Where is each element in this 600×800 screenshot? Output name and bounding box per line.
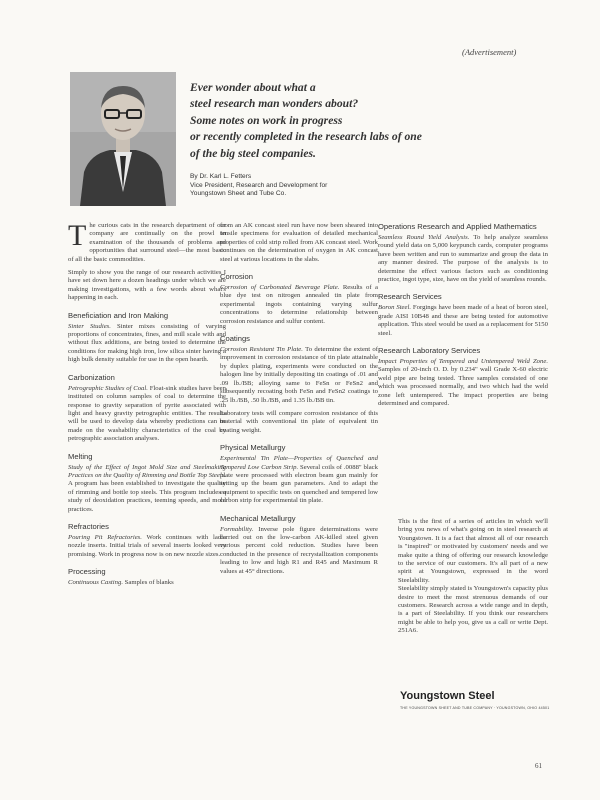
- logo-tagline: THE YOUNGSTOWN SHEET AND TUBE COMPANY · YOUNGSTOWN, OHIO 44501: [400, 706, 550, 710]
- intro-paragraph-2: Simply to show you the range of our research activities I have set down here a dozen headings under which we are making investigations, with a few words about what's happening in each.: [68, 269, 226, 302]
- section-heading: Beneficiation and Iron Making: [68, 310, 169, 320]
- section-body: Continuous Casting. Samples of blanks: [68, 579, 174, 587]
- intro-paragraph-1: The curious cats in the research department of our company are continually on the prowl in examination of the thousands of problems and opportunities that surround steel—the most basic of all the basic commodities.: [68, 219, 226, 263]
- drop-cap: T: [68, 219, 87, 252]
- closing-paragraph-2: Steelability simply stated is Youngstown's capacity plus desire to meet the most strenuous demands of our customers. Research across a wide range and in depth, is a part of Steelability. If you think our researchers might be able to help you, give us a call or write Dept. 251A6.: [398, 585, 548, 635]
- section-body: Experimental Tin Plate—Properties of Quenched and Tempered Low Carbon Strip. Several coils of .0088" black plate were processed with electron beam gun mainly for setting up the beam gun parameters. And to adapt the equipment to specific tests on quenched and tempered low carbon strip for experimental tin plate.: [220, 455, 378, 505]
- section-body: Petrographic Studies of Coal. Float-sink studies have been instituted on column samples of coal to determine the response to gravity separation of pyrite associated with light and heavy gravity petrographic entities. The results will be used to develop data whereby predictions can be made on the washability characteristics of the coal by petrographic association analyses.: [68, 384, 226, 443]
- section-body: Formability. Inverse pole figure determinations were carried out on the low-carbon AK-killed steel given various percent cold reduction. Studies have been conducted in the presence of recrystallization components leading to low and high R1 and R45 and Maximum R values at 45° directions.: [220, 525, 378, 575]
- section-body: Corrosion of Carbonated Beverage Plate. Results of a blue dye test on nitrogen annealed tin plate from experimental ingots containing varying sulfur concentrations to determine relationship between corrosion resistance and sulfur content.: [220, 284, 378, 325]
- section-heading: Research Services: [378, 292, 442, 302]
- section-body: Sinter Studies. Sinter mixes consisting of varying proportions of concentrates, fines, and mill scale with and without flux additions, are being tested to determine the conditions for making high iron, low silica sinter having a high bulk density suitable for use in the open hearth.: [68, 322, 226, 364]
- column-2: [220, 222, 378, 581]
- section-body: Corrosion Resistant Tin Plate. To determine the extent of improvement in corrosion resistance of tin plate attainable by duplex plating, experiments were conducted on the halogen line by initially depositing tin coatings of .01 and .09 lb./BB; alloying same to FeSn or FeSn2 and subsequently recoating both FeSn and FeSn2 coatings to .25 lb./BB, .50 lb./BB, and 1.35 lb./BB tin.: [220, 346, 378, 404]
- column-1: [68, 219, 226, 593]
- page-number: 61: [535, 762, 542, 770]
- section-heading: Coatings: [220, 334, 250, 344]
- section-heading: Carbonization: [68, 372, 115, 382]
- section-heading: Mechanical Metallurgy: [220, 513, 296, 523]
- byline: [190, 173, 327, 199]
- section-body-extra: Laboratory tests will compare corrosion resistance of this material with conventional tin plate of equivalent tin coating weight.: [220, 409, 378, 434]
- company-logo: [400, 690, 550, 720]
- column-3: [378, 222, 548, 414]
- section-heading: Refractories: [68, 521, 109, 531]
- section-body: Boron Steel. Forgings have been made of a heat of boron steel, grade AISI 10B48 and these are being tested for automotive application. This steel would be used as a replacement for 5150 steel.: [378, 304, 549, 337]
- section-body: Pouring Pit Refractories. Work continues with ladle nozzle inserts. Initial trials of several inserts looked very promising. Work in progress now is on new nozzle sizes.: [68, 533, 226, 558]
- portrait-illustration: [70, 72, 176, 206]
- section-body: Seamless Round Yield Analysis. To help analyze seamless round yield data on 5,000 keypunch cards, computer programs have been written and run to summarize and group the data in any manner desired. The purpose of the analysis is to determine the effect various factors such as conditioning practice, ingot type, size, have on the yield of seamless rounds.: [378, 234, 548, 284]
- advertisement-label: (Advertisement): [462, 47, 517, 57]
- closing-paragraph-1: This is the first of a series of articles in which we'll bring you news of what's going on in steel research at Youngstown. It is a fact that almost all of our research is "inspired" or motivated by customers' needs and we make quite a thing of offering our research knowledge to the service of our customers. It's all part of a new spirit at Youngstown, expressed in the word Steelability.: [398, 518, 548, 584]
- byline-title: Vice President, Research and Development for: [190, 181, 328, 189]
- section-body: Study of the Effect of Ingot Mold Size and Steelmaking Practices on the Quality of Rimming and Bottle Top Steels. A program has been established to investigate the quality of rimming and bottle top steels. This program includes a study of deoxidation practices, teeming speeds, and mold practices.: [68, 463, 226, 513]
- closing-text: [398, 518, 548, 636]
- section-heading: Research Laboratory Services: [378, 346, 481, 356]
- section-heading: Physical Metallurgy: [220, 443, 286, 453]
- logo-wordmark: Youngstown Steel: [400, 690, 495, 702]
- continued-paragraph: from an AK concast steel run have now been sheared into tensile specimens for evaluation of detailed mechanical properties of cold strip rolled from AK concast steel. Work continues on the determination of oxygen in AK concast steel at various locations in the slabs.: [220, 222, 378, 263]
- section-heading: Operations Research and Applied Mathematics: [378, 222, 537, 231]
- section-body: Impact Properties of Tempered and Untempered Weld Zone. Samples of 20-inch O. D. by 0.234" wall Grade X-60 electric weld pipe are being tested. Three samples consisted of one which was processed normally, and two which had the weld zone left untempered. The impact properties are being determined and compared.: [378, 358, 548, 408]
- author-photo: [70, 72, 176, 206]
- byline-company: Youngstown Sheet and Tube Co.: [190, 190, 287, 198]
- headline: Ever wonder about what a steel research man wonders about? Some notes on work in progress or recently completed in the research labs of one of the big steel companies.: [190, 81, 422, 160]
- section-heading: Melting: [68, 451, 93, 461]
- section-heading: Processing: [68, 567, 106, 577]
- byline-name: By Dr. Karl L. Fetters: [190, 173, 252, 180]
- section-heading: Corrosion: [220, 272, 253, 282]
